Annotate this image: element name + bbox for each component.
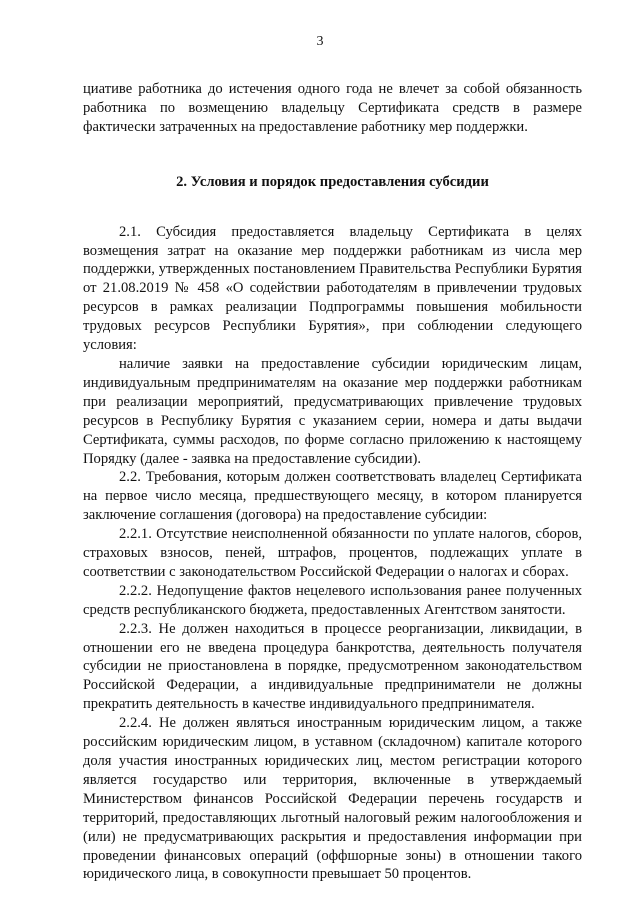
- paragraph-condition: наличие заявки на предоставление субсидии юридическим лицам, индивидуальным предпринимателям на оказание мер поддержки работникам при реализации мероприятий, предусматривающих привлечение трудовых ресурсов в Республику Бурятия с указанием серии, номера и даты выдачи Сертификата, суммы расходов, по форме согласно приложению к настоящему Порядку (далее - заявка на предоставление субсидии).: [83, 355, 582, 467]
- paragraph-2-2-4: 2.2.4. Не должен являться иностранным юридическим лицом, а также российским юридическим лицом, в уставном (складочном) капитале которого доля участия иностранных юридических лиц, местом регистрации которого является государство или территория, включенные в утверждаемый Министерством финансов Российской Федерации перечень государств и территорий, предоставляющих льготный налоговый режим налогообложения и (или) не предусматривающих раскрытия и предоставления информации при проведении финансовых операций (оффшорные зоны) в отношении такого юридического лица, в совокупности превышает 50 процентов.: [83, 715, 582, 883]
- paragraph-2-2-3: 2.2.3. Не должен находиться в процессе реорганизации, ликвидации, в отношении его не введена процедура банкротства, деятельность получателя субсидии не приостановлена в порядке, предусмотренном законодательством Российской Федерации, а индивидуальные предприниматели не должны прекратить деятельность в качестве индивидуального предпринимателя.: [83, 620, 582, 713]
- section-heading: 2. Условия и порядок предоставления субсидии: [176, 173, 489, 190]
- paragraph-2-2-1: 2.2.1. Отсутствие неисполненной обязанности по уплате налогов, сборов, страховых взносов, пеней, штрафов, процентов, подлежащих уплате в соответствии с законодательством Российской Федерации о налогах и сборах.: [83, 526, 582, 580]
- paragraph-2-2-2: 2.2.2. Недопущение фактов нецелевого использования ранее полученных средств республиканского бюджета, предоставленных Агентством занятости.: [83, 582, 582, 618]
- page-content: [83, 80, 582, 884]
- paragraph-2-1: 2.1. Субсидия предоставляется владельцу Сертификата в целях возмещения затрат на оказание мер поддержки работникам из числа мер поддержки, утвержденных постановлением Правительства Республики Бурятия от 21.08.2019 № 458 «О содействии работодателям в привлечении трудовых ресурсов в рамках реализации Подпрограммы повышения мобильности трудовых ресурсов Республики Бурятия», при соблюдении следующего условия:: [83, 223, 582, 354]
- intro-paragraph: циативе работника до истечения одного года не влечет за собой обязанность работника по возмещению владельцу Сертификата средств в размере фактически затраченных на предоставление работнику мер поддержки.: [83, 81, 582, 135]
- paragraph-2-2: 2.2. Требования, которым должен соответствовать владелец Сертификата на первое число месяца, предшествующего месяцу, в котором планируется заключение соглашения (договора) на предоставление субсидии:: [83, 469, 582, 524]
- page-number: 3: [316, 34, 324, 49]
